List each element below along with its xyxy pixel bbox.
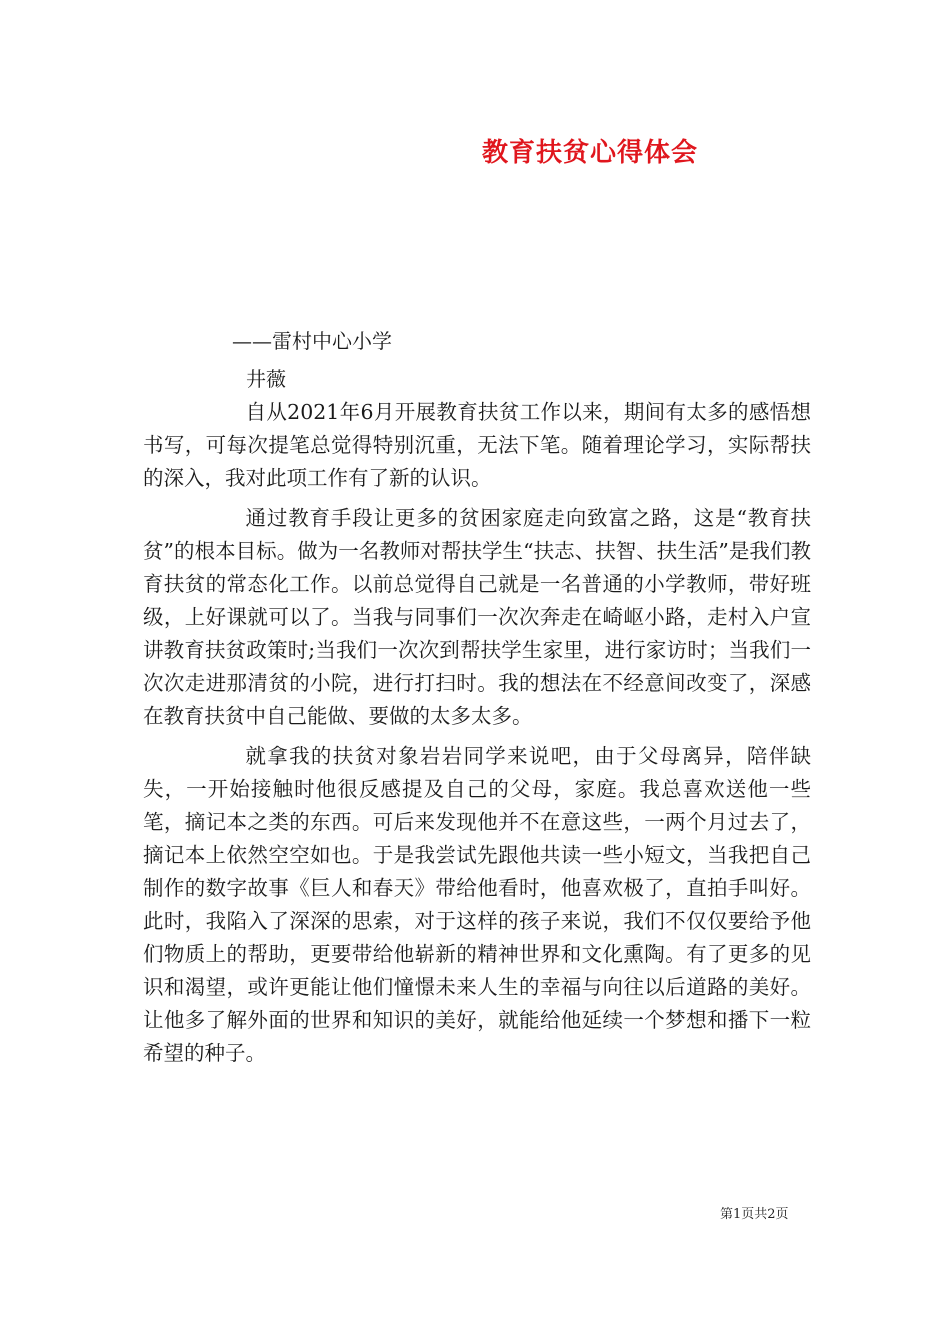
paragraph-3: 就拿我的扶贫对象岩岩同学来说吧，由于父母离异，陪伴缺失，一开始接触时他很反感提及自己的父母，家庭。我总喜欢送他一些笔，摘记本之类的东西。可后来发现他并不在意这些，一两个月过去了，摘记本上依然空空如也。于是我尝试先跟他共读一些小短文，当我把自己制作的数字故事《巨人和春天》带给他看时，他喜欢极了，直拍手叫好。此时，我陷入了深深的思索，对于这样的孩子来说，我们不仅仅要给予他们物质上的帮助，更要带给他崭新的精神世界和文化熏陶。有了更多的见识和渴望，或许更能让他们憧憬未来人生的幸福与向往以后道路的美好。让他多了解外面的世界和知识的美好，就能给他延续一个梦想和播下一粒希望的种子。 — [143, 744, 811, 1065]
page-title: 教育扶贫心得体会 — [481, 138, 698, 168]
paragraph-2: 通过教育手段让更多的贫困家庭走向致富之路，这是“教育扶贫”的根本目标。做为一名教师对帮扶学生“扶志、扶智、扶生活”是我们教育扶贫的常态化工作。以前总觉得自己就是一名普通的小学教师，带好班级，上好课就可以了。当我与同事们一次次奔走在崎岖小路，走村入户宣讲教育扶贫政策时;当我们一次次到帮扶学生家里，进行家访时；当我们一次次走进那清贫的小院，进行打扫时。我的想法在不经意间改变了，深感在教育扶贫中自己能做、要做的太多太多。 — [143, 506, 811, 728]
author-name: 井薇 — [246, 367, 286, 391]
page-footer: 第1页共2页 — [720, 1207, 789, 1222]
paragraph-1: 自从2021年6月开展教育扶贫工作以来，期间有太多的感悟想书写，可每次提笔总觉得特别沉重，无法下笔。随着理论学习，实际帮扶的深入，我对此项工作有了新的认识。 — [143, 400, 811, 490]
article-body — [143, 396, 811, 1077]
author-school: ——雷村中心小学 — [232, 329, 392, 353]
